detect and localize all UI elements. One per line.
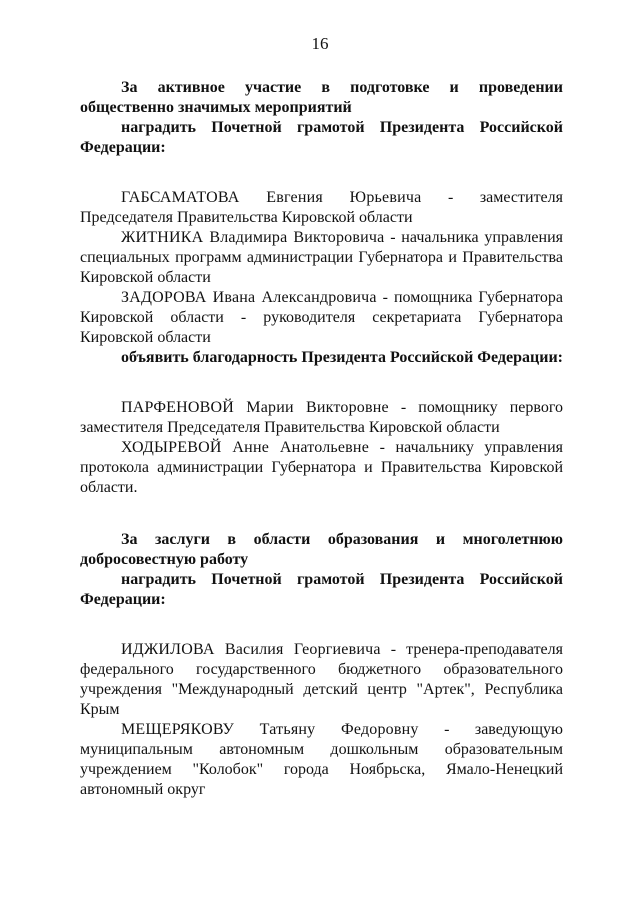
awardee-position: - начальнику управления протокола администрации Губернатора и Правительства Кировской области. xyxy=(80,439,563,496)
award-entry xyxy=(80,188,563,228)
award-action-honorary-diploma: наградить Почетной грамотой Президента Российской Федерации: xyxy=(80,571,563,608)
section-heading: За заслуги в области образования и многолетнюю добросовестную работу xyxy=(80,531,563,568)
awardee-position: - заместителя Председателя Правительства Кировской области xyxy=(80,189,564,226)
awardee-position: - заведующую муниципальным автономным дошкольным образовательным учреждением "Колобок" города Ноябрьска, Ямало-Ненецкий автономный округ xyxy=(80,721,564,798)
awardee-name: ЗАДОРОВА Ивана Александровича xyxy=(121,289,377,306)
awardee-name: ЖИТНИКА Владимира Викторовича xyxy=(121,229,385,246)
awardee-name: МЕЩЕРЯКОВУ Татьяну Федоровну xyxy=(121,721,419,738)
awardee-name: ХОДЫРЕВОЙ Анне Анатольевне xyxy=(121,439,369,456)
decree-body xyxy=(80,78,563,800)
award-action-gratitude: объявить благодарность Президента Российской Федерации: xyxy=(121,349,563,366)
awardee-position: - помощнику первого заместителя Председателя Правительства Кировской области xyxy=(80,399,563,436)
section-heading: За активное участие в подготовке и проведении общественно значимых мероприятий xyxy=(80,79,563,116)
section-active-participation xyxy=(80,78,563,498)
award-entry xyxy=(80,438,563,498)
awardee-position: - тренера-преподавателя федерального государственного бюджетного образовательного учреждения "Международный детский центр "Артек", Республика Крым xyxy=(80,641,563,718)
page-number: 16 xyxy=(311,34,329,53)
award-entry xyxy=(80,720,563,800)
awardee-name: ПАРФЕНОВОЙ Марии Викторовне xyxy=(121,399,389,416)
section-education-merits xyxy=(80,530,563,800)
awardee-position: - помощника Губернатора Кировской области - руководителя секретариата Губернатора Кировской области xyxy=(80,289,563,346)
award-entries xyxy=(80,188,563,348)
award-entries xyxy=(80,640,563,800)
awardee-name: ГАБСАМАТОВА Евгения Юрьевича xyxy=(121,189,422,206)
award-entries xyxy=(80,398,563,498)
award-entry xyxy=(80,288,563,348)
award-entry xyxy=(80,640,563,720)
award-action-honorary-diploma: наградить Почетной грамотой Президента Российской Федерации: xyxy=(80,119,563,156)
awardee-name: ИДЖИЛОВА Василия Георгиевича xyxy=(121,641,381,658)
award-entry xyxy=(80,228,563,288)
awardee-position: - начальника управления специальных программ администрации Губернатора и Правительства Кировской области xyxy=(80,229,563,286)
award-entry xyxy=(80,398,563,438)
